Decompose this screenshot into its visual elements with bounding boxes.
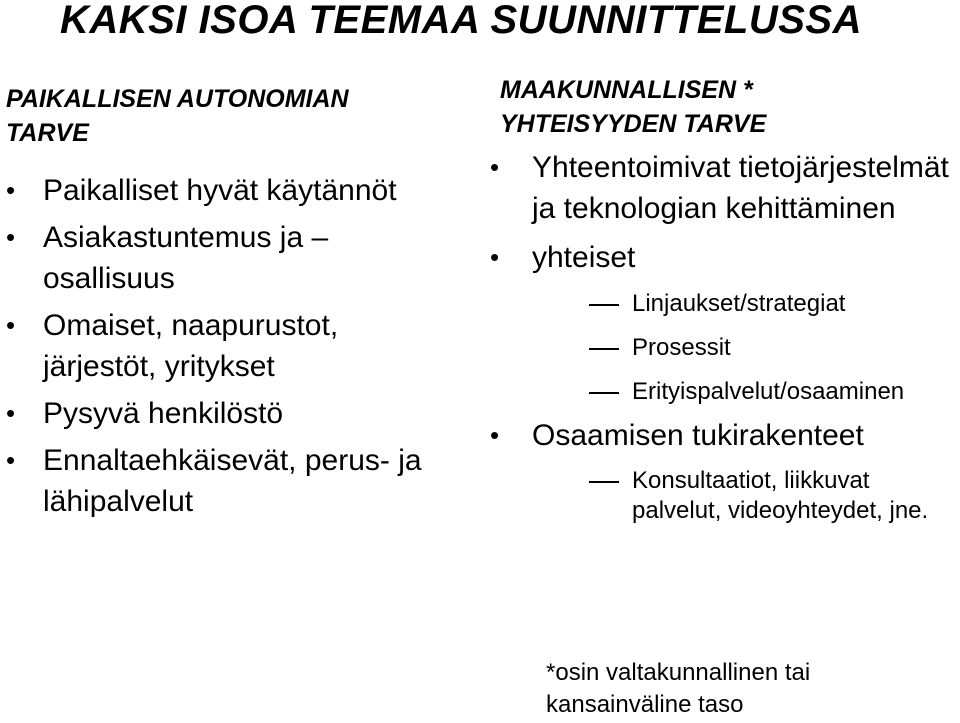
right-bullet-item (480, 415, 958, 526)
left-bullet-item: • Omaiset, naapurustot, järjestöt, yritykset (6, 305, 446, 387)
left-bullet-item: • Asiakastuntemus ja – osallisuus (6, 217, 446, 299)
right-heading: MAAKUNNALLISEN * YHTEISYYDEN TARVE (500, 76, 767, 138)
right-bullet-text: yhteiset (532, 241, 636, 274)
left-bullet-item: • Paikalliset hyvät käytännöt (6, 170, 446, 211)
sub-bullet-item: Konsultaatiot, liikkuvat palvelut, videoyhteydet, jne. (532, 466, 958, 526)
right-bullet-text: Yhteentoimivat tietojärjestelmät ja teknologian kehittäminen (532, 151, 949, 225)
right-bullet-list (480, 147, 958, 526)
sub-bullet-item: Erityispalvelut/osaaminen (532, 377, 958, 407)
left-bullet-item: • Pysyvä henkilöstö (6, 393, 446, 434)
left-heading: PAIKALLISEN AUTONOMIAN TARVE (6, 85, 349, 147)
sub-bullet-list (532, 289, 958, 407)
sub-bullet-item: Prosessit (532, 333, 958, 363)
sub-bullet-item: Linjaukset/strategiat (532, 289, 958, 319)
left-bullet-item: • Ennaltaehkäisevät, perus- ja lähipalvelut (6, 440, 446, 522)
slide-title: KAKSI ISOA TEEMAA SUUNNITTELUSSA (60, 0, 862, 42)
right-bullet-item (480, 237, 958, 407)
footnote: *osin valtakunnallinen tai kansainväline taso (546, 659, 811, 718)
right-bullet-text: Osaamisen tukirakenteet (532, 419, 864, 452)
right-bullet-item (480, 147, 958, 229)
left-column (6, 82, 446, 522)
right-column (480, 73, 958, 526)
sub-bullet-list (532, 466, 958, 526)
left-bullet-list (6, 170, 446, 522)
